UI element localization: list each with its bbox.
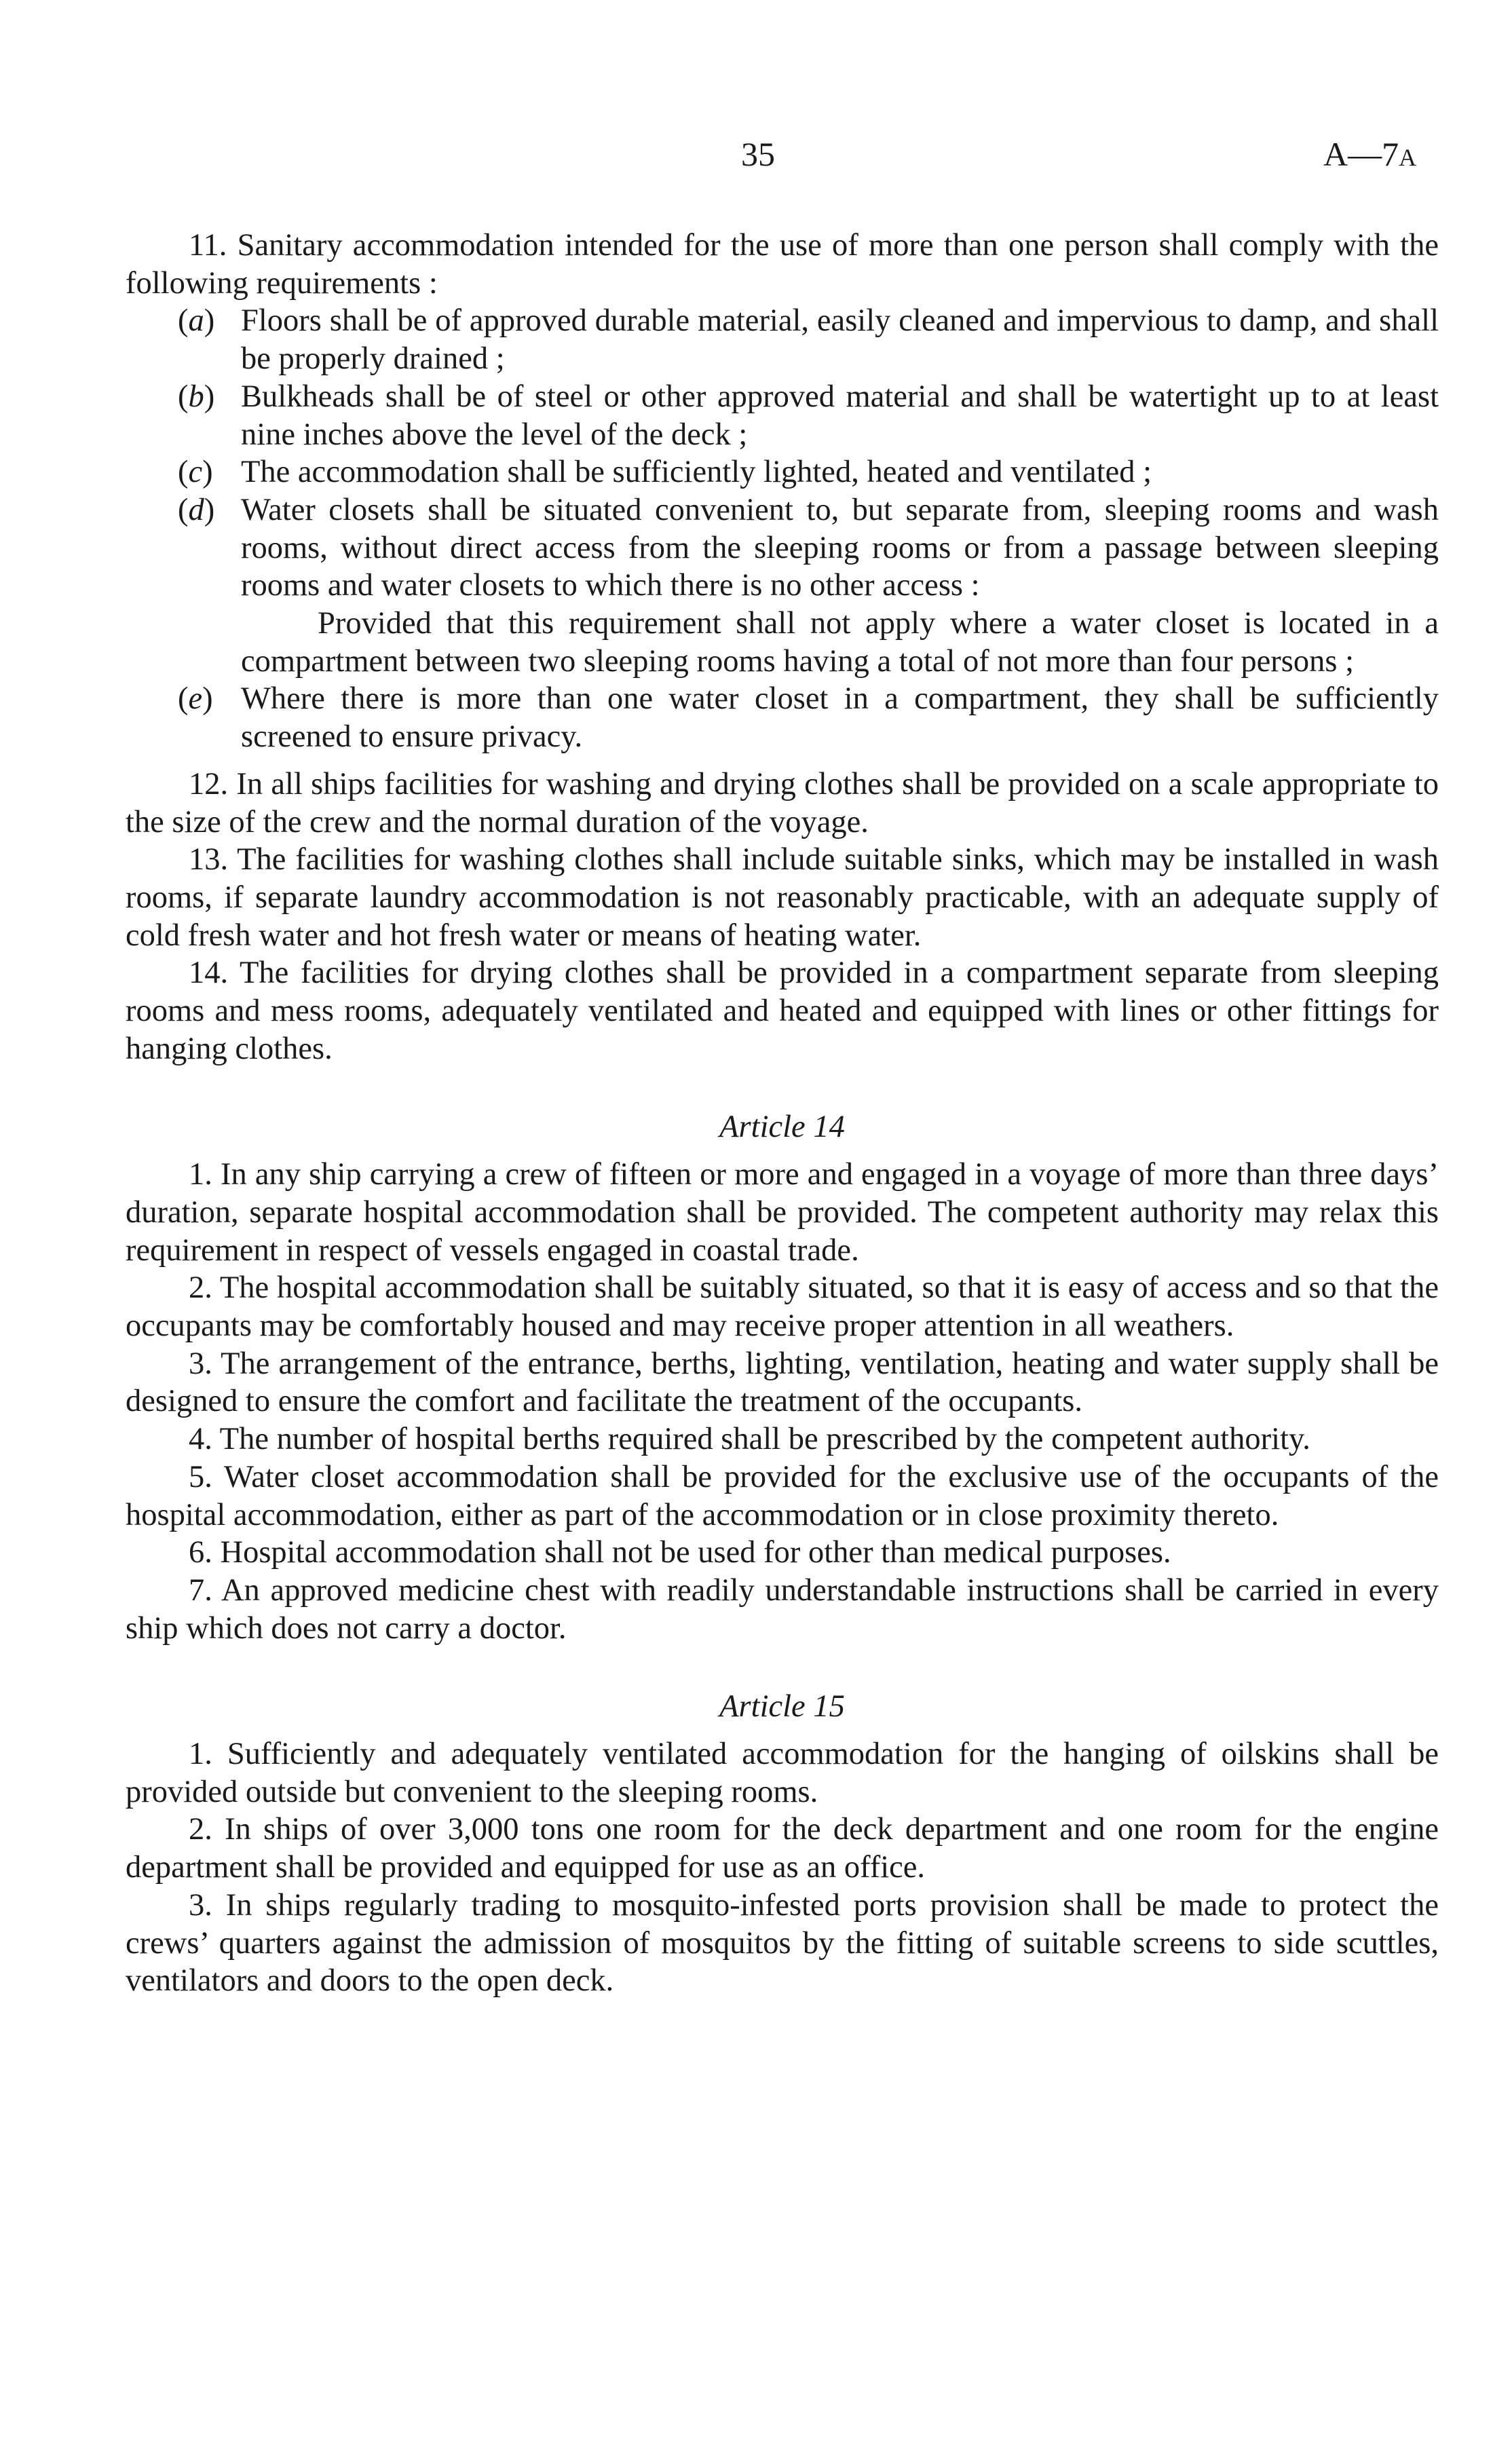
item-11-a bbox=[126, 302, 1439, 377]
item-label: (a) bbox=[178, 303, 215, 339]
paragraph-11-intro: 11. Sanitary accommodation intended for the use of more than one person shall comply with the following requirements : bbox=[126, 228, 1439, 301]
article-15-paragraph-2: 2. In ships of over 3,000 tons one room for the deck department and one room for the engine department shall be provided and equipped for use as an office. bbox=[126, 1812, 1439, 1885]
document-reference bbox=[1323, 134, 1416, 174]
article-15-paragraph-1: 1. Sufficiently and adequately ventilated accommodation for the hanging of oilskins shall be provided outside but convenient to the sleeping rooms. bbox=[126, 1737, 1439, 1809]
item-text: Where there is more than one water closet in a compartment, they shall be sufficiently screened to ensure privacy. bbox=[241, 681, 1439, 755]
item-text: Bulkheads shall be of steel or other approved material and shall be watertight up to at least nine inches above the level of the deck ; bbox=[241, 379, 1439, 452]
item-label: (b) bbox=[178, 379, 215, 414]
article-15-paragraph-3: 3. In ships regularly trading to mosquito-infested ports provision shall be made to protect the crews’ quarters against the admission of mosquitos by the fitting of suitable screens to side scuttles, ventilators and doors to the open deck. bbox=[126, 1887, 1439, 1999]
paragraph-13: 13. The facilities for washing clothes shall include suitable sinks, which may be installed in wash rooms, if separate laundry accommodation is not reasonably practicable, with an adequate supply of cold fresh water and hot fresh water or means of heating water. bbox=[126, 842, 1439, 953]
item-11-b bbox=[126, 378, 1439, 453]
item-label: (d) bbox=[178, 492, 215, 527]
item-11-d-proviso: Provided that this requirement shall not apply where a water closet is located in a compartment between two sleeping rooms having a total of not more than four persons ; bbox=[241, 606, 1439, 679]
item-11-d bbox=[126, 491, 1439, 605]
page-number: 35 bbox=[741, 135, 775, 173]
reference-suffix: A bbox=[1399, 144, 1417, 171]
article-14-heading: Article 14 bbox=[719, 1110, 845, 1145]
article-15-heading: Article 15 bbox=[719, 1689, 845, 1724]
article-14-paragraph-7: 7. An approved medicine chest with readily understandable instructions shall be carried in every ship which does not carry a doctor. bbox=[126, 1572, 1439, 1646]
paragraph-12: 12. In all ships facilities for washing and drying clothes shall be provided on a scale appropriate to the size of the crew and the normal duration of the voyage. bbox=[126, 766, 1439, 839]
article-14-paragraph-1: 1. In any ship carrying a crew of fifteen or more and engaged in a voyage of more than three days’ duration, separate hospital accommodation shall be provided. The competent authority may relax this requirement in respect of vessels engaged in coastal trade. bbox=[126, 1157, 1439, 1268]
item-label: (c) bbox=[178, 455, 213, 490]
paragraph-14: 14. The facilities for drying clothes shall be provided in a compartment separate from sleeping rooms and mess rooms, adequately ventilated and heated and equipped with lines or other fittings for hanging clothes. bbox=[126, 956, 1439, 1066]
article-14-paragraph-5: 5. Water closet accommodation shall be provided for the exclusive use of the occupants of the hospital accommodation, either as part of the accommodation or in close proximity thereto. bbox=[126, 1459, 1439, 1532]
body-text bbox=[126, 227, 1439, 2000]
article-14-paragraph-3: 3. The arrangement of the entrance, berths, lighting, ventilation, heating and water supply shall be designed to ensure the comfort and facilitate the treatment of the occupants. bbox=[126, 1346, 1439, 1419]
item-text: The accommodation shall be sufficiently lighted, heated and ventilated ; bbox=[241, 455, 1152, 490]
item-text: Floors shall be of approved durable material, easily cleaned and impervious to damp, and shall be properly drained ; bbox=[241, 303, 1439, 377]
article-14-paragraph-2: 2. The hospital accommodation shall be suitably situated, so that it is easy of access and so that the occupants may be comfortably housed and may receive proper attention in all weathers. bbox=[126, 1270, 1439, 1343]
item-11-c bbox=[126, 453, 1439, 491]
item-text: Water closets shall be situated convenient to, but separate from, sleeping rooms and wash rooms, without direct access from the sleeping rooms or from a passage between sleeping rooms and water closets to which there is no other access : bbox=[241, 492, 1439, 603]
article-14-paragraph-4: 4. The number of hospital berths required shall be prescribed by the competent authority. bbox=[189, 1422, 1310, 1457]
item-label: (e) bbox=[178, 681, 213, 717]
item-11-e bbox=[126, 680, 1439, 755]
reference-main: A—7 bbox=[1323, 135, 1399, 173]
article-14-paragraph-6: 6. Hospital accommodation shall not be used for other than medical purposes. bbox=[189, 1535, 1171, 1570]
